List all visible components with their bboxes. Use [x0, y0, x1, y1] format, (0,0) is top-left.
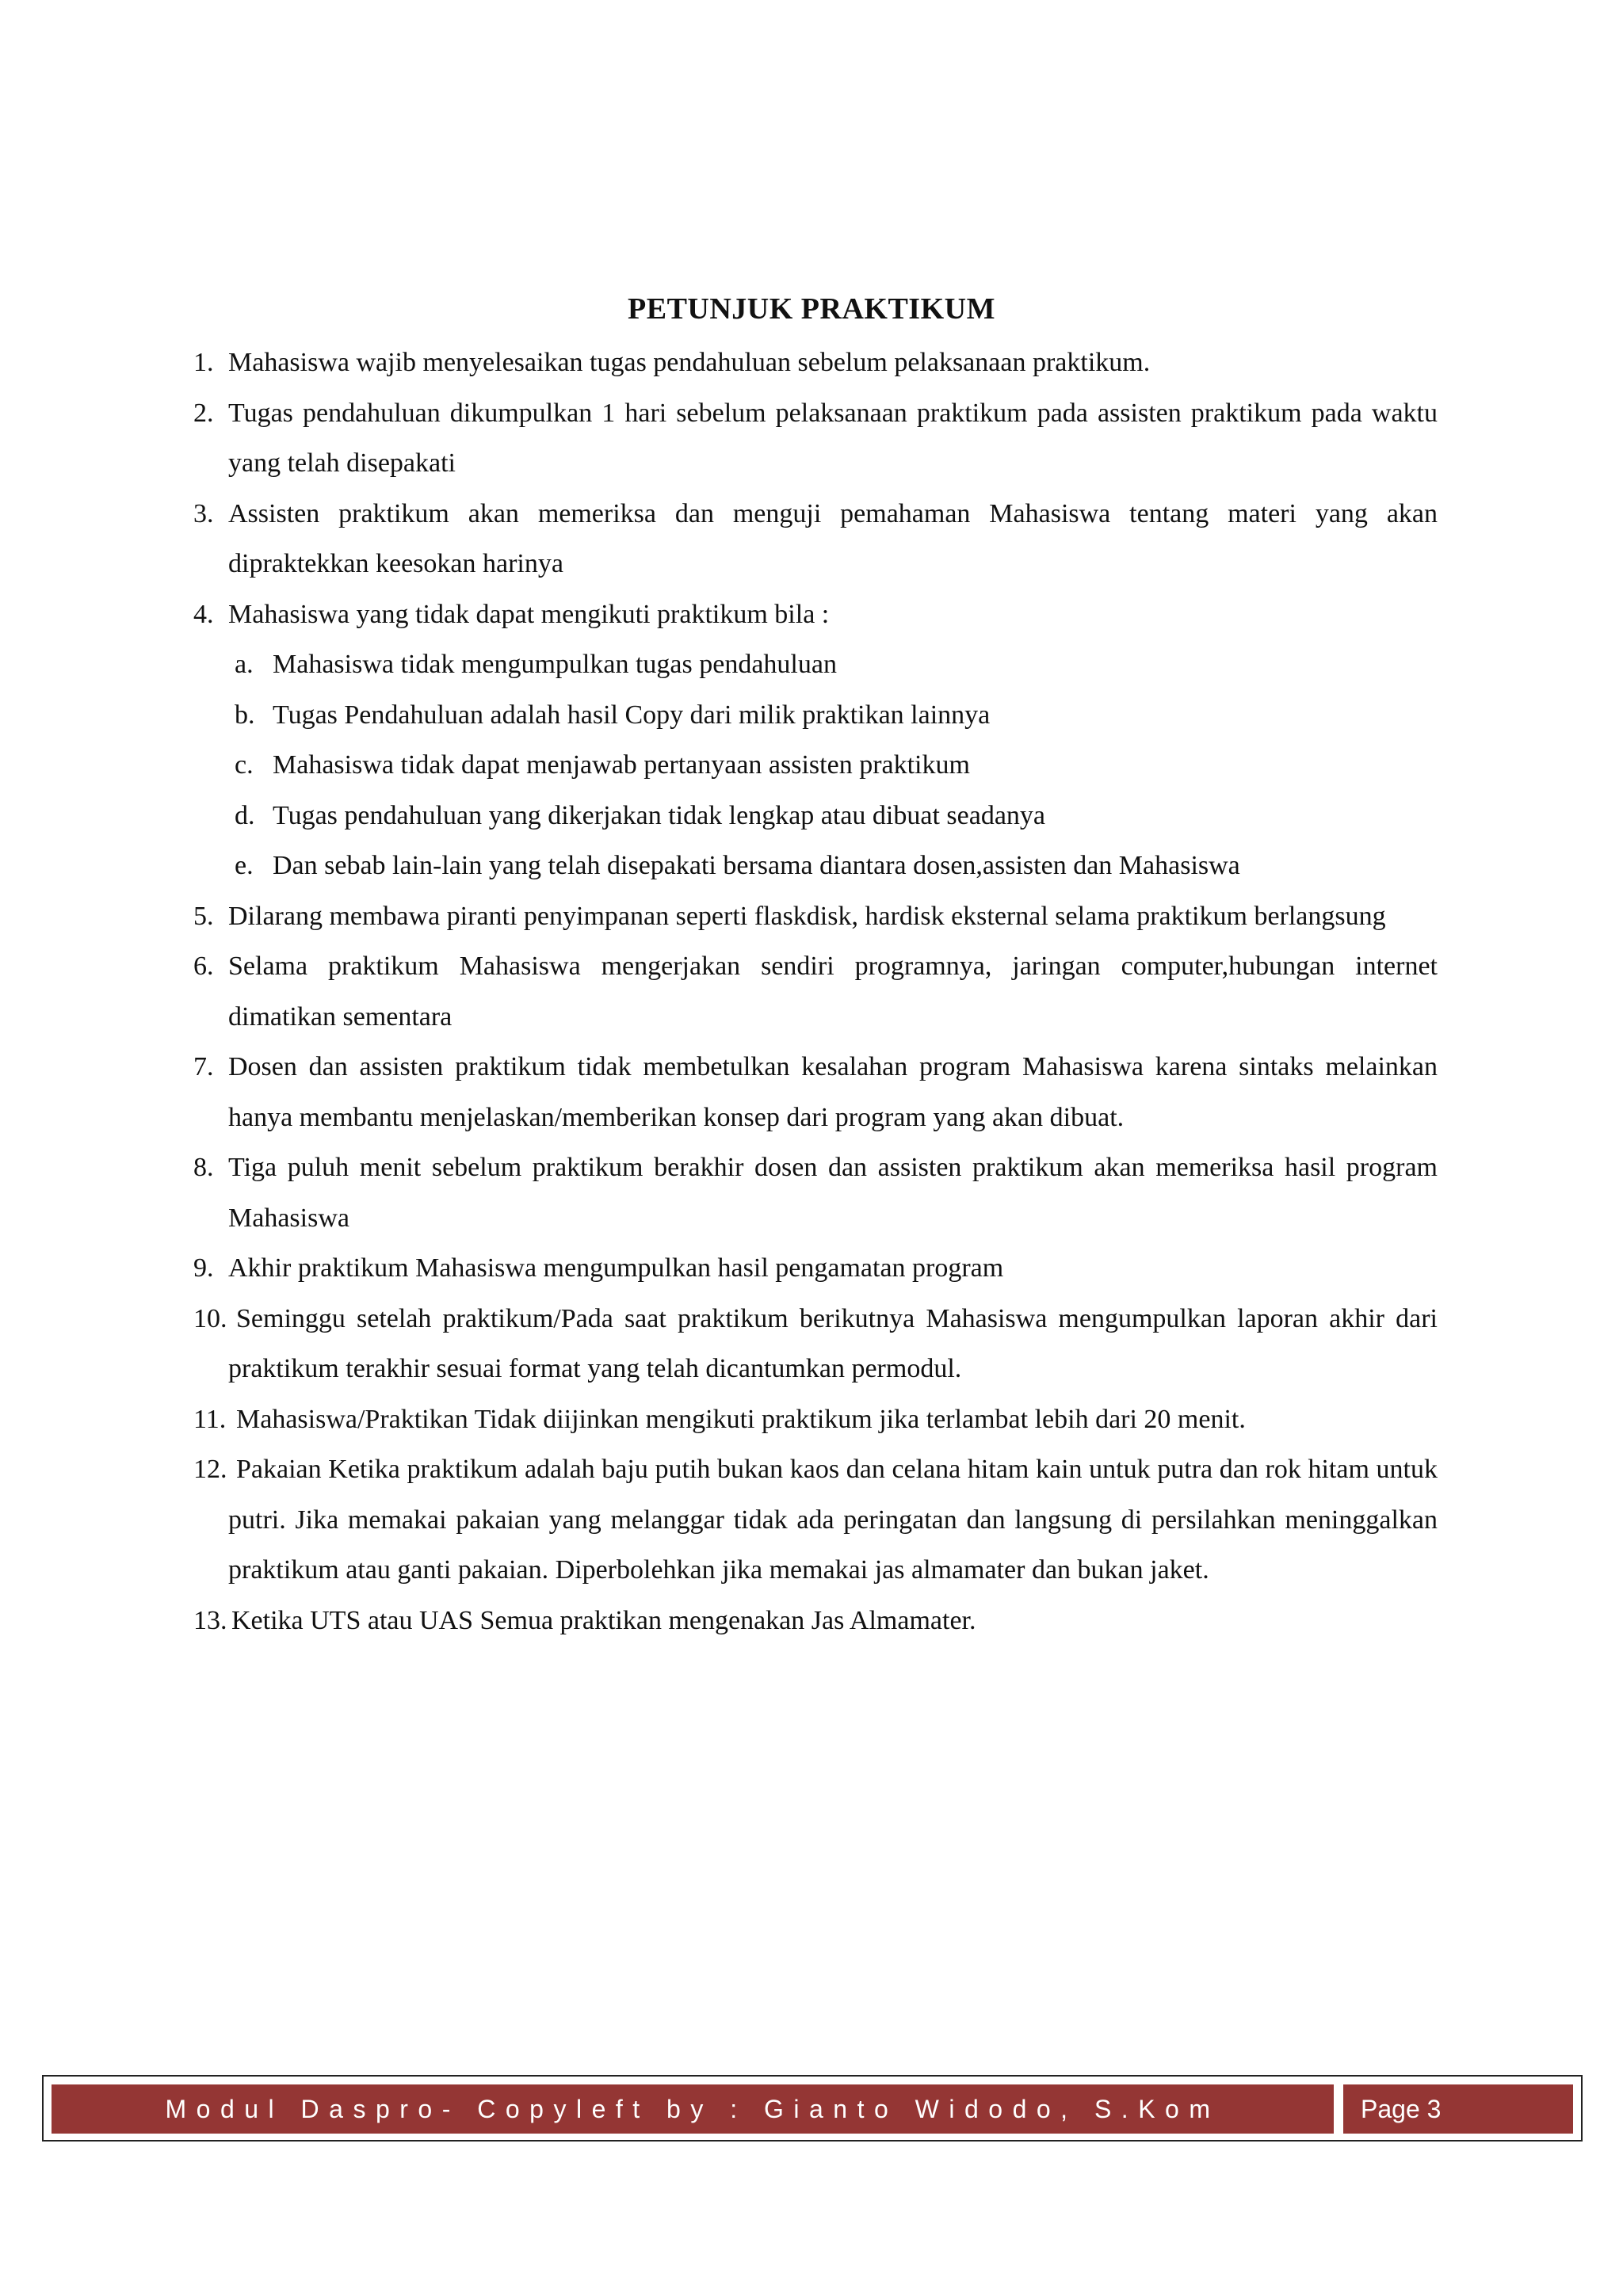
item-number: 7.: [193, 1052, 214, 1081]
sub-list-item: [235, 841, 1438, 891]
list-item: [193, 1042, 1438, 1142]
rules-list: [193, 338, 1438, 1646]
sub-item-text: Mahasiswa tidak mengumpulkan tugas pendahuluan: [273, 650, 837, 679]
footer-page-number: Page 3: [1343, 2084, 1573, 2134]
item-text: Ketika UTS atau UAS Semua praktikan mengenakan Jas Almamater.: [231, 1605, 976, 1635]
item-text: Mahasiswa wajib menyelesaikan tugas pendahuluan sebelum pelaksanaan praktikum.: [228, 348, 1151, 377]
item-text: Mahasiswa/Praktikan Tidak diijinkan mengikuti praktikum jika terlambat lebih dari 20 menit.: [236, 1404, 1246, 1434]
item-number: 9.: [193, 1253, 214, 1283]
sub-list: [193, 639, 1438, 891]
item-number: 12.: [193, 1455, 227, 1484]
page-title: PETUNJUK PRAKTIKUM: [628, 292, 995, 326]
item-number: 3.: [193, 498, 214, 528]
list-item: [193, 891, 1438, 942]
sub-item-text: Mahasiswa tidak dapat menjawab pertanyaan assisten praktikum: [273, 750, 970, 780]
sub-list-item: [235, 690, 1438, 741]
list-item: [193, 1142, 1438, 1243]
list-item: [193, 1394, 1438, 1445]
sub-item-text: Tugas pendahuluan yang dikerjakan tidak lengkap atau dibuat seadanya: [273, 800, 1046, 830]
footer-credit: Modul Daspro- Copyleft by : Gianto Widodo, S.Kom: [52, 2084, 1334, 2134]
item-number: 5.: [193, 901, 214, 931]
page-footer: [42, 2075, 1583, 2142]
item-number: 13.: [193, 1605, 227, 1635]
sub-item-text: Dan sebab lain-lain yang telah disepakati bersama diantara dosen,assisten dan Mahasiswa: [273, 851, 1240, 880]
item-number: 6.: [193, 952, 214, 981]
sub-item-letter: e.: [235, 851, 254, 880]
list-item: [193, 388, 1438, 489]
list-item: [193, 1243, 1438, 1294]
list-item: [193, 338, 1438, 388]
item-text: Seminggu setelah praktikum/Pada saat praktikum berikutnya Mahasiswa mengumpulkan laporan akhir dari praktikum terakhir sesuai format yang telah dicantumkan permodul.: [228, 1303, 1438, 1383]
item-text: Assisten praktikum akan memeriksa dan menguji pemahaman Mahasiswa tentang materi yang akan dipraktekkan keesokan harinya: [228, 498, 1438, 578]
item-text: Dosen dan assisten praktikum tidak membetulkan kesalahan program Mahasiswa karena sintaks melainkan hanya membantu menjelaskan/memberikan konsep dari program yang akan dibuat.: [228, 1052, 1438, 1132]
item-number: 4.: [193, 599, 214, 629]
sub-item-letter: d.: [235, 800, 255, 830]
item-text: Tiga puluh menit sebelum praktikum berakhir dosen dan assisten praktikum akan memeriksa hasil program Mahasiswa: [228, 1153, 1438, 1233]
list-item: [193, 1444, 1438, 1596]
list-item: [193, 489, 1438, 589]
sub-list-item: [235, 791, 1438, 841]
item-number: 1.: [193, 348, 214, 377]
item-text: Dilarang membawa piranti penyimpanan seperti flaskdisk, hardisk eksternal selama praktikum berlangsung: [228, 901, 1386, 931]
sub-list-item: [235, 740, 1438, 791]
list-item: [193, 1294, 1438, 1394]
item-text: Selama praktikum Mahasiswa mengerjakan sendiri programnya, jaringan computer,hubungan internet dimatikan sementara: [228, 952, 1438, 1032]
item-number: 2.: [193, 398, 214, 428]
sub-list-item: [235, 639, 1438, 690]
sub-item-letter: b.: [235, 700, 255, 730]
item-text: Pakaian Ketika praktikum adalah baju putih bukan kaos dan celana hitam kain untuk putra dan rok hitam untuk putri. Jika memakai pakaian yang melanggar tidak ada peringatan dan langsung di persilahkan meninggalkan praktikum atau ganti pakaian. Diperbolehkan jika memakai jas almamater dan bukan jaket.: [228, 1455, 1438, 1585]
item-text: Akhir praktikum Mahasiswa mengumpulkan hasil pengamatan program: [228, 1253, 1004, 1283]
item-number: 10.: [193, 1303, 227, 1333]
list-item: [193, 589, 1438, 640]
item-number: 8.: [193, 1153, 214, 1182]
sub-item-text: Tugas Pendahuluan adalah hasil Copy dari milik praktikan lainnya: [273, 700, 991, 730]
sub-item-letter: a.: [235, 650, 254, 679]
list-item: [193, 1596, 1438, 1646]
list-item: [193, 941, 1438, 1042]
item-number: 11.: [193, 1404, 227, 1434]
item-text: Tugas pendahuluan dikumpulkan 1 hari sebelum pelaksanaan praktikum pada assisten praktikum pada waktu yang telah disepakati: [228, 398, 1438, 478]
item-text: Mahasiswa yang tidak dapat mengikuti praktikum bila :: [228, 599, 830, 629]
sub-item-letter: c.: [235, 750, 254, 780]
